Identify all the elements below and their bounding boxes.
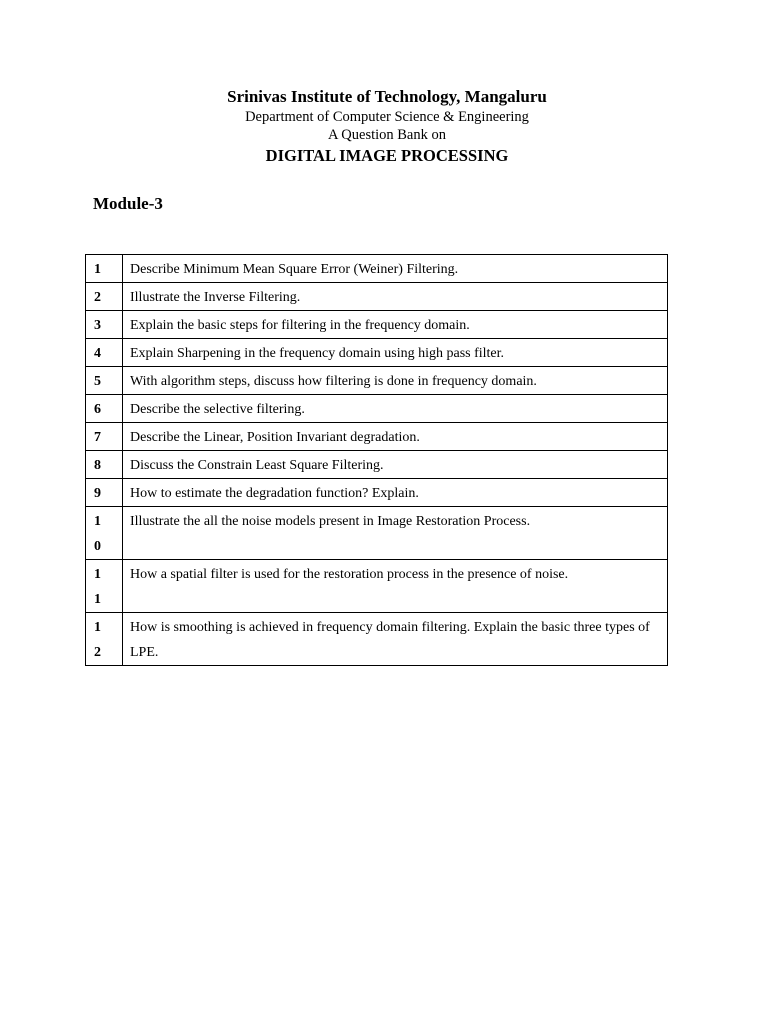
question-number: 9 [86, 479, 123, 507]
question-number: 1 [86, 255, 123, 283]
document-header [0, 86, 768, 167]
question-number: 5 [86, 367, 123, 395]
question-row [86, 367, 668, 395]
question-text: Illustrate the all the noise models present in Image Restoration Process. [123, 507, 668, 560]
department-name: Department of Computer Science & Engineering [245, 109, 529, 125]
module-heading: Module-3 [93, 194, 163, 213]
question-row [86, 311, 668, 339]
question-row [86, 339, 668, 367]
question-row [86, 479, 668, 507]
question-number: 7 [86, 423, 123, 451]
question-text: With algorithm steps, discuss how filtering is done in frequency domain. [123, 367, 668, 395]
question-text: Describe Minimum Mean Square Error (Weiner) Filtering. [123, 255, 668, 283]
question-text: Explain the basic steps for filtering in the frequency domain. [123, 311, 668, 339]
question-text: How to estimate the degradation function? Explain. [123, 479, 668, 507]
question-number: 6 [86, 395, 123, 423]
question-text: How a spatial filter is used for the restoration process in the presence of noise. [123, 560, 668, 613]
question-number: 3 [86, 311, 123, 339]
question-text: Describe the Linear, Position Invariant degradation. [123, 423, 668, 451]
question-row [86, 451, 668, 479]
question-number: 4 [86, 339, 123, 367]
question-text: Discuss the Constrain Least Square Filtering. [123, 451, 668, 479]
question-bank-label: A Question Bank on [327, 127, 446, 143]
institute-name: Srinivas Institute of Technology, Mangaluru [227, 87, 547, 106]
question-number: 12 [86, 613, 123, 666]
question-row [86, 507, 668, 560]
question-row [86, 255, 668, 283]
question-row [86, 560, 668, 613]
question-row [86, 423, 668, 451]
question-number: 8 [86, 451, 123, 479]
question-text: Describe the selective filtering. [123, 395, 668, 423]
question-text: Explain Sharpening in the frequency domain using high pass filter. [123, 339, 668, 367]
question-row [86, 613, 668, 666]
question-text: How is smoothing is achieved in frequency domain filtering. Explain the basic three types of LPE. [123, 613, 668, 666]
question-table [85, 254, 668, 666]
question-row [86, 283, 668, 311]
question-number: 10 [86, 507, 123, 560]
question-number: 2 [86, 283, 123, 311]
question-text: Illustrate the Inverse Filtering. [123, 283, 668, 311]
question-number: 11 [86, 560, 123, 613]
question-row [86, 395, 668, 423]
subject-title: DIGITAL IMAGE PROCESSING [265, 146, 509, 165]
